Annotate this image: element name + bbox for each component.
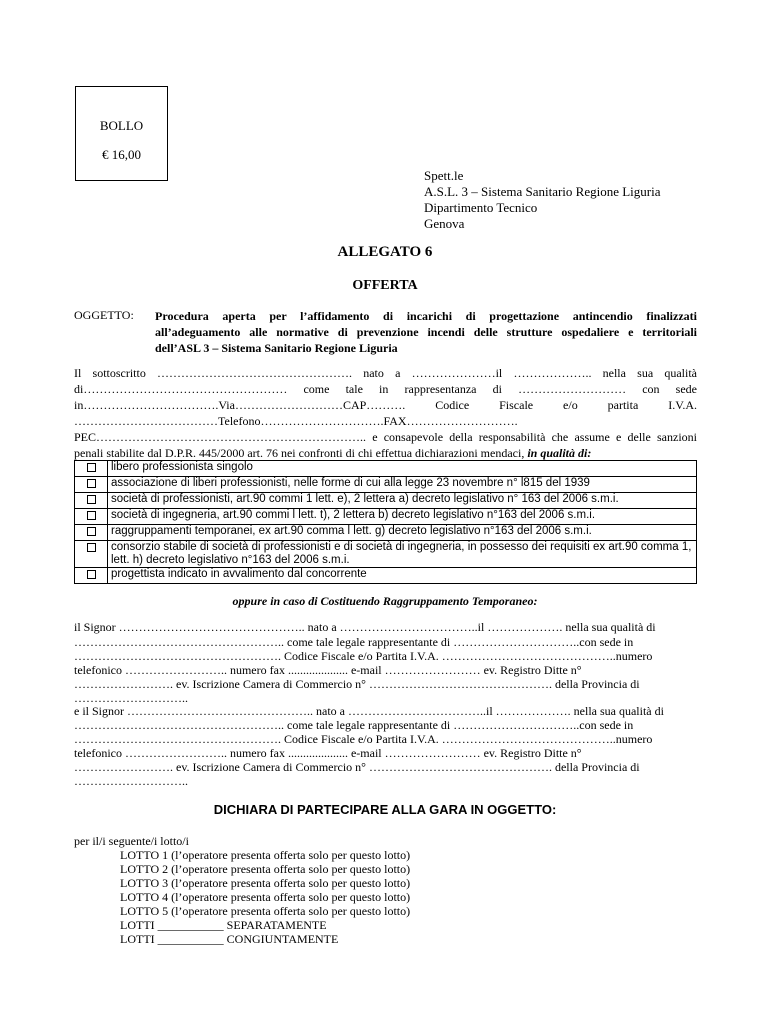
option-row[interactable] xyxy=(75,525,697,541)
intro-line: Il sottoscritto …………………………………………. nato a …………………il ……………….. nella sua qualità xyxy=(74,366,697,380)
checkbox[interactable] xyxy=(87,511,96,520)
signor1-line: ……………………….. xyxy=(74,691,188,705)
checkbox[interactable] xyxy=(87,463,96,472)
option-label: progettista indicato in avvalimento dal concorrente xyxy=(108,568,697,584)
option-label: società di ingegneria, art.90 commi l lett. t), 2 lettera b) decreto legislativo n°163 del 2006 s.m.i. xyxy=(108,509,697,525)
signor1-line: …………………………………………….. come tale legale rappresentante di …………………………..con sede in xyxy=(74,635,634,649)
bollo-amount: € 16,00 xyxy=(102,147,141,162)
lotto-item: LOTTI ___________ SEPARATAMENTE xyxy=(120,918,327,932)
option-row[interactable] xyxy=(75,509,697,525)
option-label: raggruppamenti temporanei, ex art.90 comma l lett. g) decreto legislativo n°163 del 2006 s.m.i. xyxy=(108,525,697,541)
signor2-line: …………………………………………….. come tale legale rappresentante di …………………………..con sede in xyxy=(74,718,634,732)
bollo-box xyxy=(75,86,168,181)
oggetto-line: Procedura aperta per l’affidamento di incarichi di progettazione antincendio finalizzati xyxy=(155,309,697,323)
oggetto-line: all’adeguamento alle normative di prevenzione incendi delle strutture ospedaliere e territoriali xyxy=(155,325,697,339)
address-line: Spett.le xyxy=(424,168,464,183)
address-line: A.S.L. 3 – Sistema Sanitario Regione Liguria xyxy=(424,184,661,199)
lotto-item: LOTTO 2 (l’operatore presenta offerta solo per questo lotto) xyxy=(120,862,411,876)
option-row[interactable] xyxy=(75,541,697,568)
lotto-item: LOTTO 4 (l’operatore presenta offerta solo per questo lotto) xyxy=(120,890,411,904)
option-row[interactable] xyxy=(75,461,697,477)
signor2-line: e il Signor ……………………………………….. nato a ……………………………..il ………………. nella sua qualità di xyxy=(74,704,664,718)
recipient-address xyxy=(424,168,661,232)
intro-line: ………………………………Telefono………………………….FAX………………………. xyxy=(74,414,518,428)
bollo-label: BOLLO xyxy=(99,118,144,133)
allegato-title: ALLEGATO 6 xyxy=(337,244,433,260)
lotto-item: LOTTO 5 (l’operatore presenta offerta solo per questo lotto) xyxy=(120,904,411,918)
signor1-line: ……………………. ev. Iscrizione Camera di Commercio n° ………………………………………. della Provincia di xyxy=(74,677,640,691)
option-label: associazione di liberi professionisti, nelle forme di cui alla legge 23 novembre n° l815 del 1939 xyxy=(108,477,697,493)
intro-text: penali stabilite dal D.P.R. 445/2000 art. 76 nei confronti di chi effettua dichiarazioni mendaci, xyxy=(74,446,525,460)
checkbox[interactable] xyxy=(87,527,96,536)
option-row[interactable] xyxy=(75,568,697,584)
address-line: Genova xyxy=(424,216,465,231)
oggetto-label: OGGETTO: xyxy=(74,308,134,322)
oppure-heading: oppure in caso di Costituendo Raggruppamento Temporaneo: xyxy=(232,594,538,608)
lotto-item: LOTTI ___________ CONGIUNTAMENTE xyxy=(120,932,339,946)
dichiara-heading: DICHIARA DI PARTECIPARE ALLA GARA IN OGGETTO: xyxy=(213,802,557,817)
signor1-line: il Signor ……………………………………….. nato a ……………………………..il ………………. nella sua qualità di xyxy=(74,620,656,634)
option-label: consorzio stabile di società di professionisti e di società di ingegneria, in possesso dei requisiti ex art.90 comma 1, lett. h) decreto legislativo n°163 del 2006 s.m.i. xyxy=(108,541,697,568)
option-label: società di professionisti, art.90 commi 1 lett. e), 2 lettera a) decreto legislativo n° 163 del 2006 s.m.i. xyxy=(108,493,697,509)
signor2-line: ……………………. ev. Iscrizione Camera di Commercio n° ………………………………………. della Provincia di xyxy=(74,760,640,774)
checkbox[interactable] xyxy=(87,543,96,552)
qualifica-options xyxy=(74,460,697,584)
checkbox[interactable] xyxy=(87,570,96,579)
checkbox[interactable] xyxy=(87,479,96,488)
lotto-item: LOTTO 1 (l’operatore presenta offerta solo per questo lotto) xyxy=(120,848,411,862)
intro-line: in…………………………….Via………………………CAP………. Codice Fiscale e/o partita I.V.A. xyxy=(74,398,697,412)
signor2-line: ……………………………………………. Codice Fiscale e/o Partita I.V.A. ……………………………………..numero xyxy=(74,732,653,746)
intro-line: di…………………………………………… come tale in rappresentanza di ……………………… con sede xyxy=(74,382,697,396)
intro-line: PEC………………………………………………………….. e consapevole della responsabilità che assume e delle sanzioni xyxy=(74,430,697,444)
oggetto-text xyxy=(155,308,697,356)
option-row[interactable] xyxy=(75,493,697,509)
option-label: libero professionista singolo xyxy=(108,461,697,477)
signor1-line: telefonico …………………….. numero fax .................... e-mail …………………… ev. Registro Ditte n° xyxy=(74,663,582,677)
checkbox[interactable] xyxy=(87,495,96,504)
intro-last-line xyxy=(74,446,697,460)
offerta-title: OFFERTA xyxy=(352,278,418,293)
lotto-item: LOTTO 3 (l’operatore presenta offerta solo per questo lotto) xyxy=(120,876,411,890)
signor1-line: ……………………………………………. Codice Fiscale e/o Partita I.V.A. ……………………………………..numero xyxy=(74,649,653,663)
address-line: Dipartimento Tecnico xyxy=(424,200,538,215)
oggetto-line: dell’ASL 3 – Sistema Sanitario Regione Liguria xyxy=(155,341,398,355)
signor2-line: telefonico …………………….. numero fax .................... e-mail …………………… ev. Registro Ditte n° xyxy=(74,746,582,760)
intro-bold: in qualità di: xyxy=(527,446,592,460)
signor2-line: ……………………….. xyxy=(74,774,188,788)
option-row[interactable] xyxy=(75,477,697,493)
per-lotti: per il/i seguente/i lotto/i xyxy=(74,834,189,848)
